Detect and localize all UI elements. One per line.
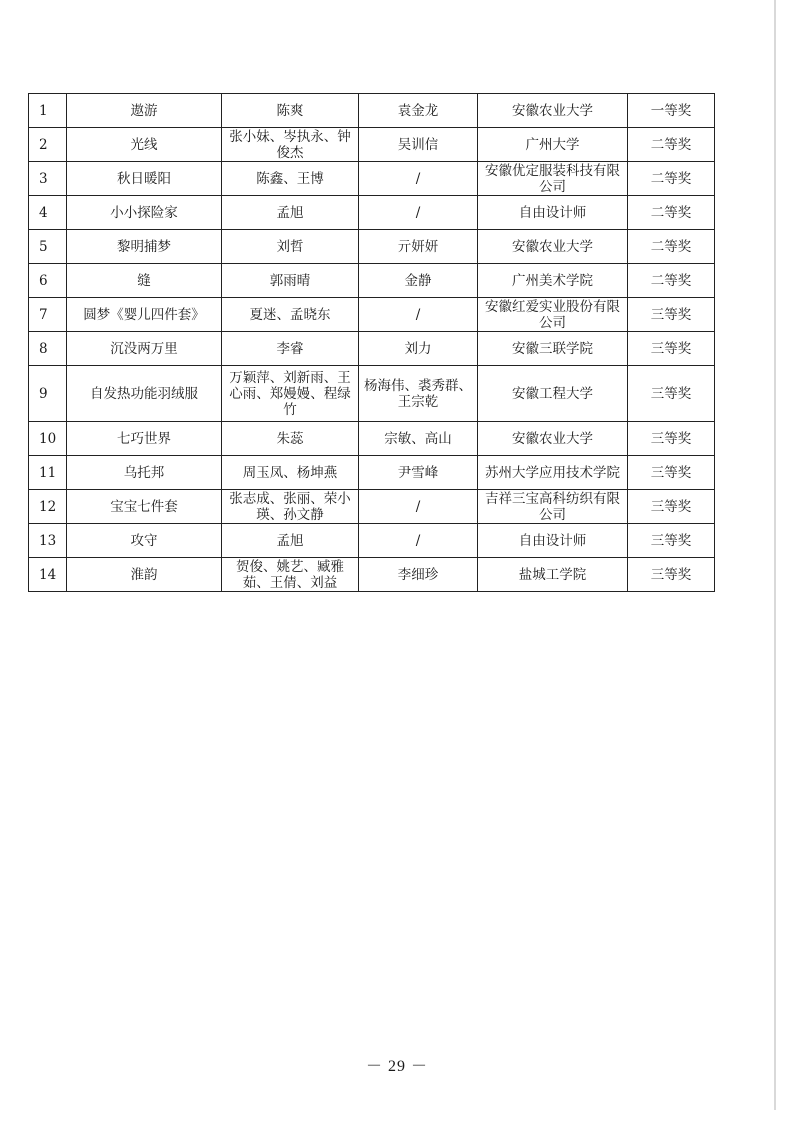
cell-award: 三等奖 [628,456,715,490]
cell-number: 12 [29,490,67,524]
cell-award: 二等奖 [628,128,715,162]
cell-award: 三等奖 [628,524,715,558]
cell-number: 10 [29,422,67,456]
cell-award: 三等奖 [628,558,715,592]
cell-unit: 吉祥三宝高科纺织有限公司 [478,490,628,524]
cell-award: 三等奖 [628,366,715,422]
cell-work-title: 淮韵 [67,558,222,592]
page-edge-shadow [774,0,776,1110]
cell-advisor: 袁金龙 [359,94,478,128]
cell-number: 9 [29,366,67,422]
table-row [29,230,715,264]
cell-unit: 盐城工学院 [478,558,628,592]
cell-number: 6 [29,264,67,298]
table-row [29,422,715,456]
cell-authors: 朱蕊 [222,422,359,456]
cell-number: 8 [29,332,67,366]
table-row [29,196,715,230]
cell-unit: 安徽农业大学 [478,230,628,264]
table-row [29,456,715,490]
cell-unit: 广州美术学院 [478,264,628,298]
cell-award: 二等奖 [628,230,715,264]
cell-authors: 周玉凤、杨坤燕 [222,456,359,490]
cell-work-title: 光线 [67,128,222,162]
cell-authors: 万颖萍、刘新雨、王心雨、郑嫚嫚、程绿竹 [222,366,359,422]
cell-number: 4 [29,196,67,230]
cell-unit: 自由设计师 [478,196,628,230]
cell-advisor: 宗敏、高山 [359,422,478,456]
cell-authors: 孟旭 [222,196,359,230]
cell-advisor: 吴训信 [359,128,478,162]
cell-number: 1 [29,94,67,128]
cell-unit: 安徽红爱实业股份有限公司 [478,298,628,332]
cell-award: 二等奖 [628,264,715,298]
cell-award: 三等奖 [628,298,715,332]
cell-advisor: / [359,490,478,524]
cell-advisor: / [359,162,478,196]
cell-unit: 安徽工程大学 [478,366,628,422]
cell-unit: 安徽农业大学 [478,422,628,456]
cell-number: 14 [29,558,67,592]
table-row [29,94,715,128]
cell-advisor: 杨海伟、裘秀群、王宗乾 [359,366,478,422]
cell-work-title: 遨游 [67,94,222,128]
cell-work-title: 乌托邦 [67,456,222,490]
cell-award: 三等奖 [628,490,715,524]
cell-authors: 孟旭 [222,524,359,558]
table-row [29,366,715,422]
cell-work-title: 缝 [67,264,222,298]
cell-authors: 郭雨晴 [222,264,359,298]
cell-work-title: 小小探险家 [67,196,222,230]
cell-work-title: 攻守 [67,524,222,558]
cell-authors: 陈鑫、王博 [222,162,359,196]
cell-authors: 夏迷、孟晓东 [222,298,359,332]
table-row [29,524,715,558]
cell-number: 13 [29,524,67,558]
page-number: － 29 － [365,1058,428,1075]
cell-authors: 张小妹、岑执永、钟俊杰 [222,128,359,162]
awards-table-body [29,94,715,592]
cell-number: 2 [29,128,67,162]
cell-advisor: 尹雪峰 [359,456,478,490]
table-row [29,298,715,332]
cell-advisor: / [359,196,478,230]
table-row [29,128,715,162]
cell-award: 一等奖 [628,94,715,128]
cell-work-title: 七巧世界 [67,422,222,456]
cell-award: 三等奖 [628,422,715,456]
cell-unit: 苏州大学应用技术学院 [478,456,628,490]
cell-work-title: 黎明捕梦 [67,230,222,264]
cell-work-title: 沉没两万里 [67,332,222,366]
cell-unit: 安徽优定服装科技有限公司 [478,162,628,196]
cell-unit: 安徽农业大学 [478,94,628,128]
cell-number: 5 [29,230,67,264]
cell-advisor: 亓妍妍 [359,230,478,264]
cell-work-title: 秋日暖阳 [67,162,222,196]
table-row [29,558,715,592]
awards-table [28,93,715,592]
cell-number: 7 [29,298,67,332]
cell-unit: 广州大学 [478,128,628,162]
table-row [29,264,715,298]
cell-award: 三等奖 [628,332,715,366]
cell-number: 11 [29,456,67,490]
cell-advisor: 李细珍 [359,558,478,592]
cell-authors: 陈爽 [222,94,359,128]
cell-advisor: 刘力 [359,332,478,366]
cell-unit: 自由设计师 [478,524,628,558]
cell-number: 3 [29,162,67,196]
cell-authors: 刘哲 [222,230,359,264]
cell-advisor: 金静 [359,264,478,298]
table-row [29,490,715,524]
cell-unit: 安徽三联学院 [478,332,628,366]
cell-authors: 李睿 [222,332,359,366]
cell-award: 二等奖 [628,162,715,196]
cell-authors: 张志成、张丽、荣小瑛、孙文静 [222,490,359,524]
cell-advisor: / [359,524,478,558]
cell-work-title: 宝宝七件套 [67,490,222,524]
cell-award: 二等奖 [628,196,715,230]
cell-work-title: 圆梦《婴儿四件套》 [67,298,222,332]
table-row [29,332,715,366]
cell-authors: 贺俊、姚艺、臧雅茹、王倩、刘益 [222,558,359,592]
table-row [29,162,715,196]
cell-work-title: 自发热功能羽绒服 [67,366,222,422]
cell-advisor: / [359,298,478,332]
